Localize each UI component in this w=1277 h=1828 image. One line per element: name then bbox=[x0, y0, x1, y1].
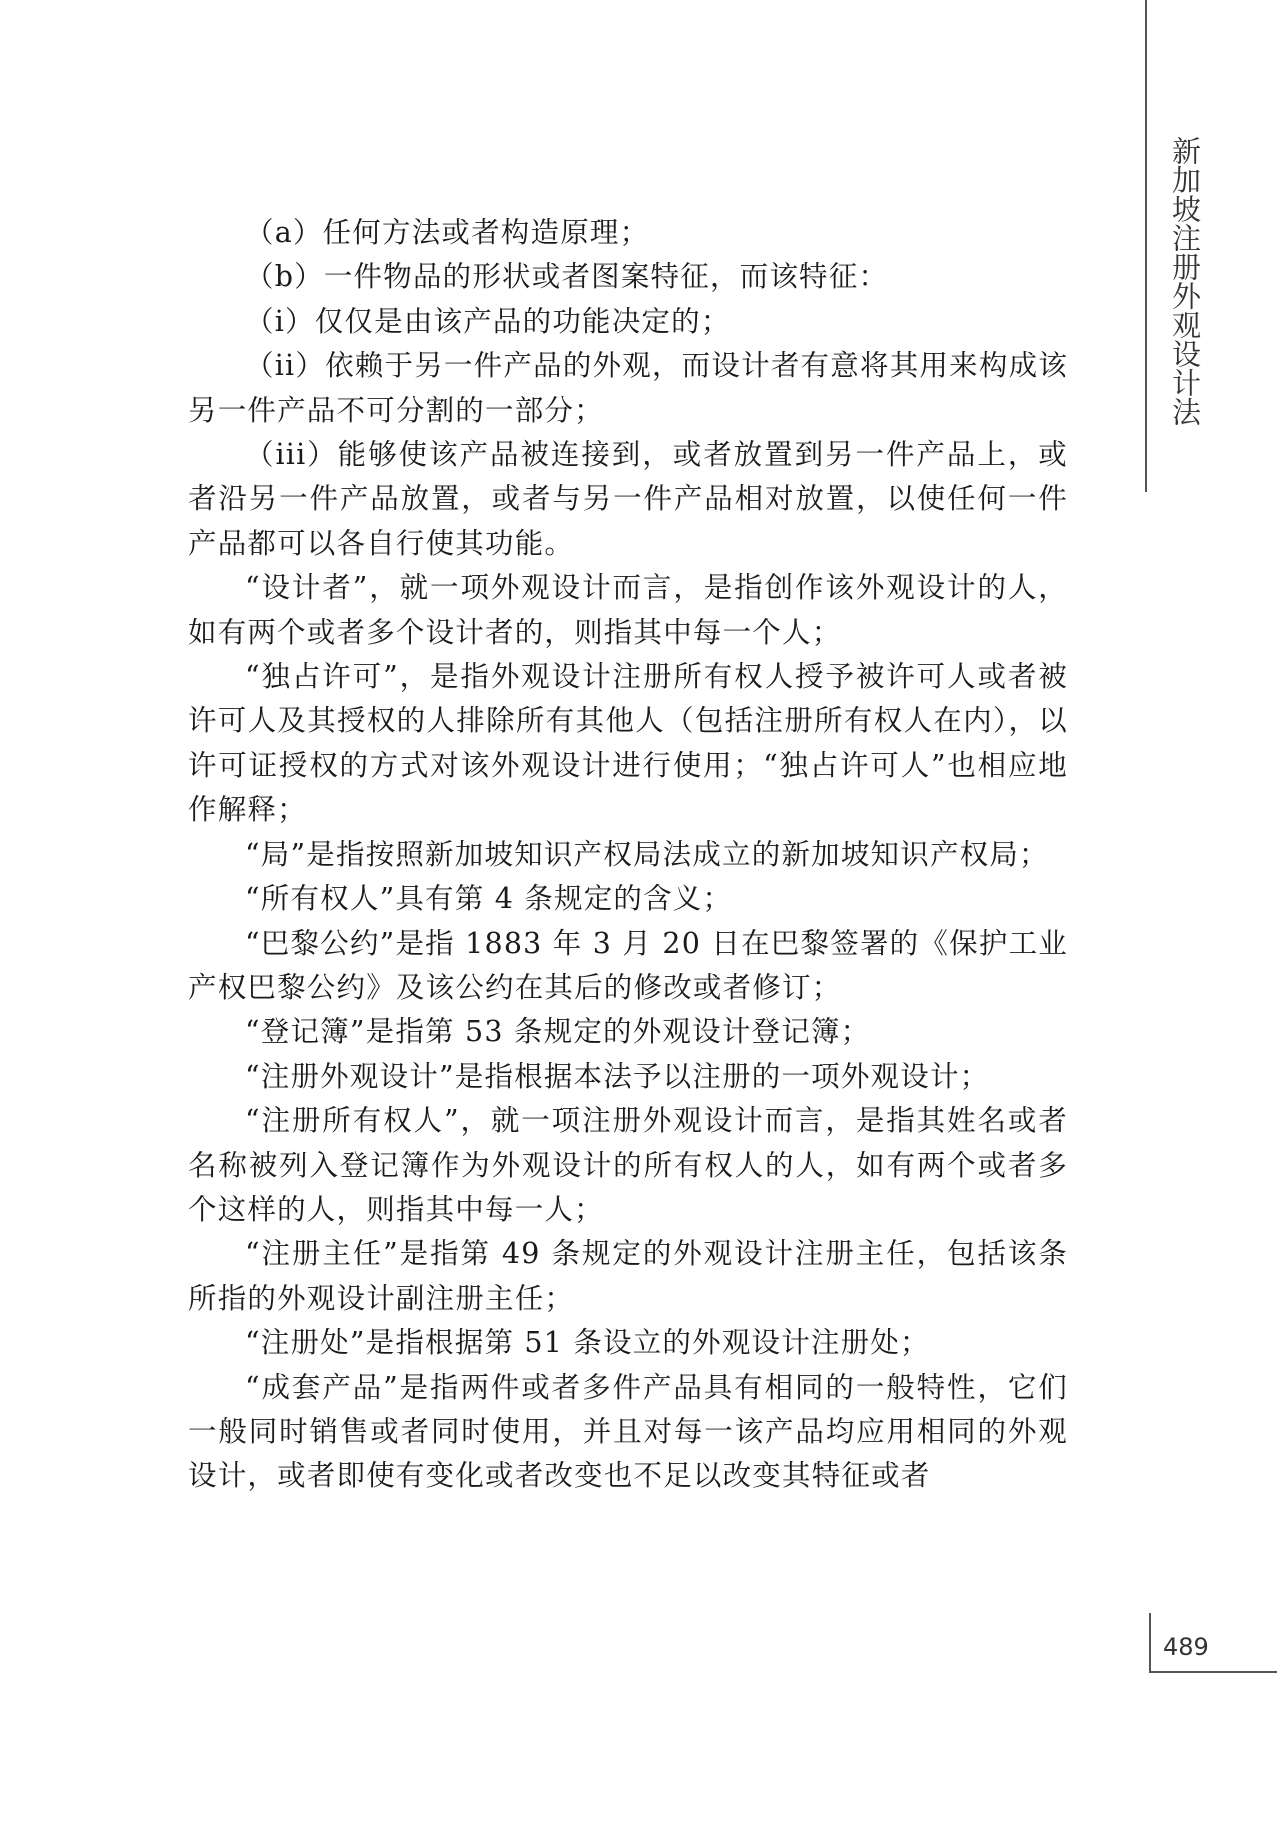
paragraph: “注册所有权人”，就一项注册外观设计而言，是指其姓名或者名称被列入登记簿作为外观设计的所有权人的人，如有两个或者多个这样的人，则指其中每一人； bbox=[188, 1104, 1068, 1226]
paragraph: “成套产品”是指两件或者多件产品具有相同的一般特性，它们一般同时销售或者同时使用，并且对每一该产品均应用相同的外观设计，或者即使有变化或者改变也不足以改变其特征或者 bbox=[188, 1370, 1068, 1493]
margin-rule-top bbox=[1145, 0, 1147, 492]
paragraph: （iii）能够使该产品被连接到，或者放置到另一件产品上，或者沿另一件产品放置，或者与另一件产品相对放置，以使任何一件产品都可以各自行使其功能。 bbox=[188, 438, 1068, 560]
margin-rule-bottom bbox=[1149, 1613, 1151, 1673]
paragraph: “独占许可”，是指外观设计注册所有权人授予被许可人或者被许可人及其授权的人排除所有其他人（包括注册所有权人在内），以许可证授权的方式对该外观设计进行使用；“独占许可人”也相应地作解释； bbox=[188, 660, 1068, 827]
paragraph: “注册主任”是指第 49 条规定的外观设计注册主任，包括该条所指的外观设计副注册主任； bbox=[188, 1237, 1068, 1315]
paragraph: （i）仅仅是由该产品的功能决定的； bbox=[245, 304, 731, 338]
paragraph: “注册处”是指根据第 51 条设立的外观设计注册处； bbox=[245, 1326, 930, 1360]
paragraph: “巴黎公约”是指 1883 年 3 月 20 日在巴黎签署的《保护工业产权巴黎公约》及该公约在其后的修改或者修订； bbox=[188, 926, 1068, 1004]
paragraph: “注册外观设计”是指根据本法予以注册的一项外观设计； bbox=[245, 1059, 990, 1093]
paragraph: “所有权人”具有第 4 条规定的含义； bbox=[245, 882, 733, 916]
page-number-rule bbox=[1149, 1671, 1277, 1673]
paragraph: “局”是指按照新加坡知识产权局法成立的新加坡知识产权局； bbox=[245, 837, 1049, 871]
paragraph: （ii）依赖于另一件产品的外观，而设计者有意将其用来构成该另一件产品不可分割的一部分； bbox=[188, 349, 1068, 427]
paragraph: “设计者”，就一项外观设计而言，是指创作该外观设计的人，如有两个或者多个设计者的，则指其中每一个人； bbox=[188, 571, 1068, 649]
body-text bbox=[188, 211, 1068, 1499]
page-number: 489 bbox=[1163, 1633, 1209, 1661]
paragraph: “登记簿”是指第 53 条规定的外观设计登记簿； bbox=[245, 1015, 871, 1049]
running-title: 新加坡注册外观设计法 bbox=[1168, 136, 1202, 426]
paragraph: （a）任何方法或者构造原理； bbox=[245, 216, 650, 249]
paragraph: （b）一件物品的形状或者图案特征，而该特征： bbox=[245, 260, 889, 294]
